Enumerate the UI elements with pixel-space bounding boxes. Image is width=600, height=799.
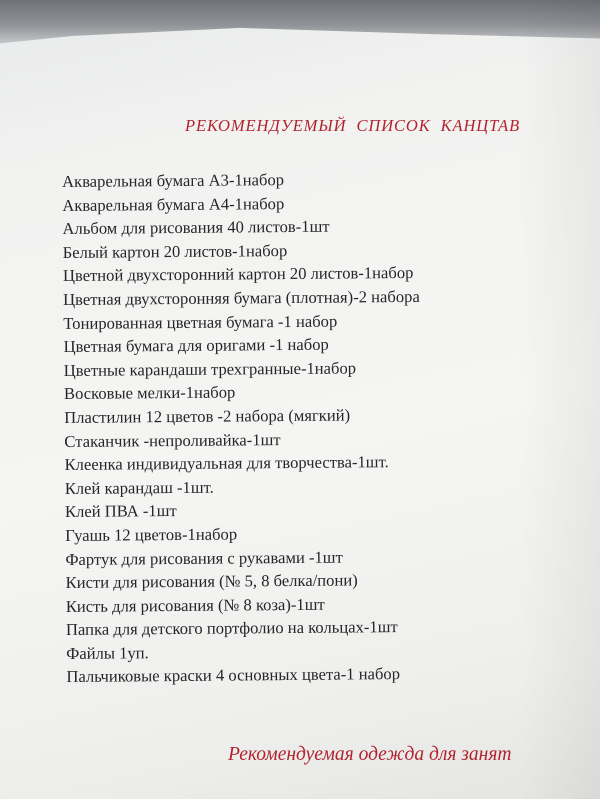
list-item: Кисть для рисования (№ 8 коза)-1шт	[65, 594, 325, 616]
list-item: Цветная двухсторонняя бумага (плотная)-2 набора	[63, 286, 420, 309]
list-item: Клеенка индивидуальная для творчества-1шт.	[64, 452, 389, 475]
list-item: Белый картон 20 листов-1набор	[62, 240, 288, 262]
clothing-heading: Рекомендуемая одежда для занят	[228, 744, 512, 765]
list-item: Цветной двухсторонний картон 20 листов-1набор	[62, 263, 414, 286]
list-item: Пластилин 12 цветов -2 набора (мягкий)	[64, 405, 351, 427]
list-item: Цветная бумага для оригами -1 набор	[63, 334, 329, 357]
list-item: Клей карандаш -1шт.	[64, 477, 214, 498]
page-top-edge	[0, 0, 600, 62]
list-item: Папка для детского портфолио на кольцах-1шт	[65, 617, 398, 640]
page-shadow	[520, 0, 600, 799]
list-item: Восковые мелки-1набор	[63, 382, 236, 404]
list-item: Гуашь 12 цветов-1набор	[65, 524, 238, 545]
list-item: Файлы 1уп.	[66, 643, 149, 663]
list-item: Стаканчик -непроливайка-1шт	[64, 429, 281, 451]
supply-list	[62, 167, 423, 689]
list-item: Фартук для рисования с рукавами -1шт	[65, 547, 343, 569]
page-title: РЕКОМЕНДУЕМЫЙ СПИСОК КАНЦТАВ	[185, 116, 521, 135]
list-item: Акварельная бумага А3-1набор	[62, 170, 285, 191]
list-item: Акварельная бумага А4-1набор	[62, 193, 285, 215]
list-item: Пальчиковые краски 4 основных цвета-1 набор	[66, 664, 401, 687]
list-item: Клей ПВА -1шт	[64, 501, 177, 522]
list-item: Кисти для рисования (№ 5, 8 белка/пони)	[65, 570, 358, 593]
list-item: Цветные карандаши трехгранные-1набор	[63, 358, 357, 380]
list-item: Тонированная цветная бумага -1 набор	[63, 311, 338, 333]
list-item: Альбом для рисования 40 листов-1шт	[62, 216, 330, 239]
